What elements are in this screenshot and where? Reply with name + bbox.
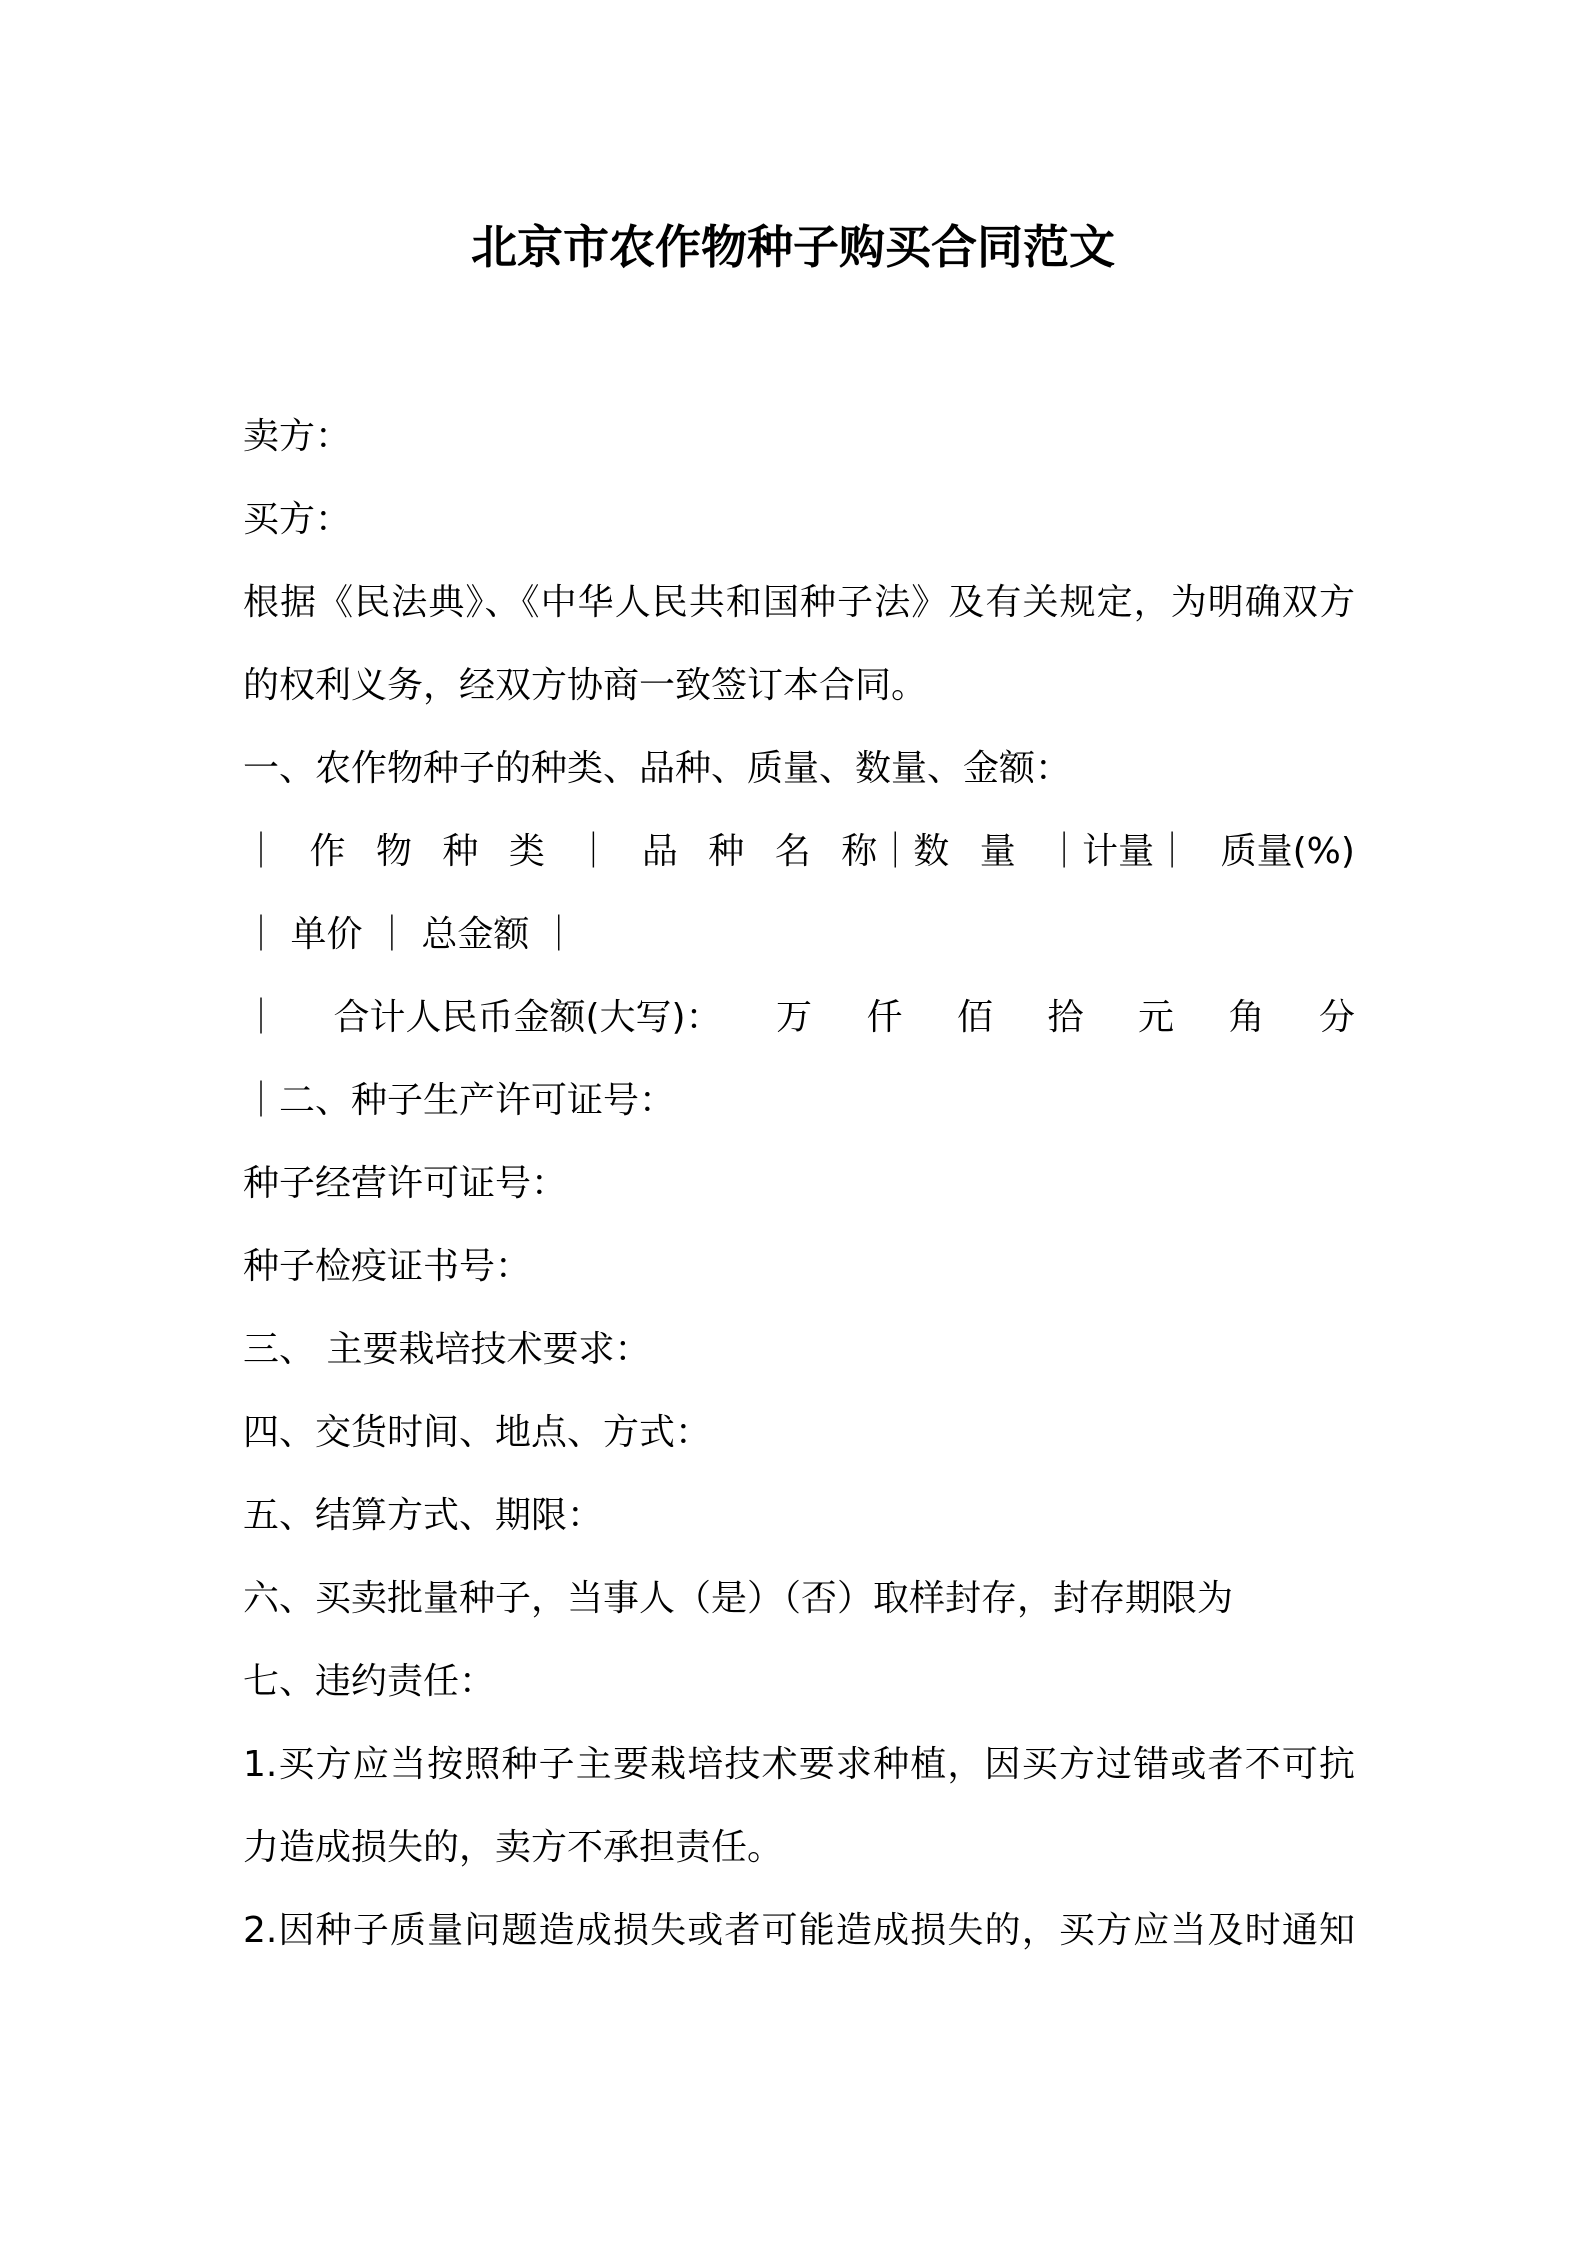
clause-1-line-2: 力造成损失的，卖方不承担责任。: [243, 1827, 784, 1868]
line-segment: ｜: [243, 997, 280, 1038]
section-7-heading: 七、违约责任：: [243, 1661, 496, 1702]
line-segment: 种: [708, 831, 745, 872]
line-segment: 名: [774, 831, 811, 872]
line-segment: 角: [1228, 997, 1265, 1038]
document-body: [243, 402, 1355, 1979]
document-title: 北京市农作物种子购买合同范文: [471, 220, 1115, 274]
table-header-row: [243, 817, 1355, 900]
section-6-line: 六、买卖批量种子，当事人（是）（否）取样封存，封存期限为: [243, 1578, 1234, 1619]
business-license-line: 种子经营许可证号：: [243, 1163, 568, 1204]
buyer-line: 买方：: [243, 499, 352, 540]
clause-2-line-1: 2.因种子质量问题造成损失或者可能造成损失的，买方应当及时通知: [243, 1910, 1355, 1951]
line-segment: 合计人民币金额(大写)：: [333, 997, 722, 1038]
line-segment: 类: [508, 831, 545, 872]
table-total-row: [243, 983, 1355, 1066]
section-4-heading: 四、交货时间、地点、方式：: [243, 1412, 712, 1453]
line-segment: 元: [1137, 997, 1174, 1038]
line-segment: 万: [776, 997, 813, 1038]
line-segment: 称｜数: [841, 831, 950, 872]
section-5-heading: 五、结算方式、期限：: [243, 1495, 604, 1536]
seller-line: 卖方：: [243, 416, 352, 457]
line-segment: ｜: [243, 831, 280, 872]
line-segment: 质量(%): [1220, 831, 1355, 872]
table-price-row: ｜ 单价 ｜ 总金额 ｜: [243, 914, 577, 955]
preamble-line-1: 根据《民法典》、《中华人民共和国种子法》及有关规定，为明确双方: [243, 582, 1355, 623]
line-segment: 量: [979, 831, 1016, 872]
line-segment: 拾: [1047, 997, 1084, 1038]
line-segment: 分: [1318, 997, 1355, 1038]
section-3-heading: 三、 主要栽培技术要求：: [243, 1329, 651, 1370]
preamble-line-2: 的权利义务，经双方协商一致签订本合同。: [243, 665, 928, 706]
line-segment: 物: [375, 831, 412, 872]
clause-1-line-1: 1.买方应当按照种子主要栽培技术要求种植，因买方过错或者不可抗: [243, 1744, 1355, 1785]
line-segment: ｜: [575, 831, 612, 872]
section-2-heading: ｜二、种子生产许可证号：: [243, 1080, 676, 1121]
line-segment: 佰: [957, 997, 994, 1038]
line-segment: 种: [442, 831, 479, 872]
line-segment: 仟: [866, 997, 903, 1038]
quarantine-cert-line: 种子检疫证书号：: [243, 1246, 532, 1287]
line-segment: 品: [641, 831, 678, 872]
section-1-heading: 一、农作物种子的种类、品种、质量、数量、金额：: [243, 748, 1072, 789]
line-segment: ｜计量｜: [1046, 831, 1191, 872]
line-segment: 作: [309, 831, 346, 872]
